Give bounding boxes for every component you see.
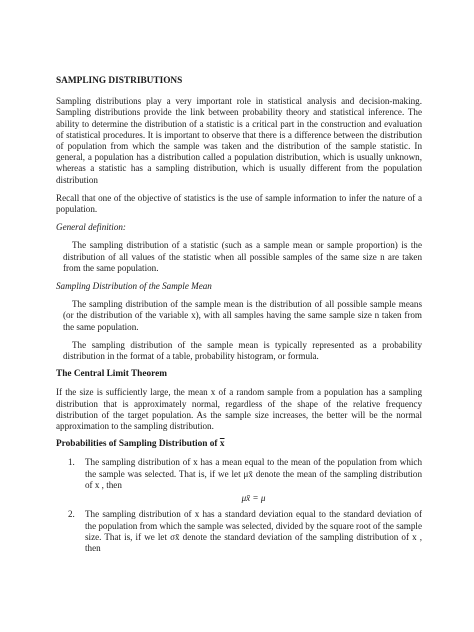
clt-text: If the size is sufficiently large, the mean x of a random sample from a population has a sampling distribution that is approximately normal, regardless of the shape of the relative frequency distribution of the target population. As the sample size increases, the better will be the normal approximation to the sampling distribution. xyxy=(56,387,422,432)
probabilities-heading-text: Probabilities of Sampling Distribution of xyxy=(56,439,218,450)
sample-mean-text-1: The sampling distribution of the sample mean is the distribution of all possible sample means (or the distribution of the variable x), with all samples having the same sample size n taken from the same population. xyxy=(63,299,422,332)
properties-list xyxy=(56,457,422,554)
clt-heading: The Central Limit Theorem xyxy=(56,369,167,380)
general-definition-heading: General definition: xyxy=(56,222,126,233)
list-item-text: The sampling distribution of x has a mean equal to the mean of the population from which the sample was selected. That is, if we let μx̄ denote the mean of the sampling distribution of x , then xyxy=(85,457,422,490)
list-item xyxy=(56,509,422,554)
intro-paragraph: Sampling distributions play a very important role in statistical analysis and decision-making. Sampling distributions provide the link between probability theory and statistical inference. The ability to determine the distribution of a statistic is a critical part in the construction and evaluation of statistical procedures. It is important to observe that there is a difference between the distribution of population from which the sample was taken and the distribution of the sample statistic. In general, a population has a distribution called a population distribution, which is usually unknown, whereas a statistic has a sampling distribution, which is usually different from the population distribution xyxy=(56,96,422,185)
x-bar-symbol: x xyxy=(219,439,225,450)
list-item-text: The sampling distribution of x has a standard deviation equal to the standard deviation of the population from which the sample was selected, divided by the square root of the sample size. That is, if we let σx̄ denote the standard deviation of the sampling distribution of x , then xyxy=(85,509,422,553)
list-item-number: 1. xyxy=(68,457,75,468)
sample-mean-text-2: The sampling distribution of the sample mean is typically represented as a probability distribution in the format of a table, probability histogram, or formula. xyxy=(63,339,422,362)
probabilities-heading xyxy=(56,439,422,450)
list-item xyxy=(56,457,422,504)
list-item-number: 2. xyxy=(68,509,75,520)
formula: μx̄ = μ xyxy=(241,493,266,504)
recall-paragraph: Recall that one of the objective of statistics is the use of sample information to infer the nature of a population. xyxy=(56,192,422,215)
general-definition-text: The sampling distribution of a statistic (such as a sample mean or sample proportion) is the distribution of all values of the statistic when all possible samples of the same size n are taken from the same population. xyxy=(63,240,422,273)
sample-mean-heading: Sampling Distribution of the Sample Mean xyxy=(56,281,212,292)
document-title: SAMPLING DISTRIBUTIONS xyxy=(56,76,183,86)
